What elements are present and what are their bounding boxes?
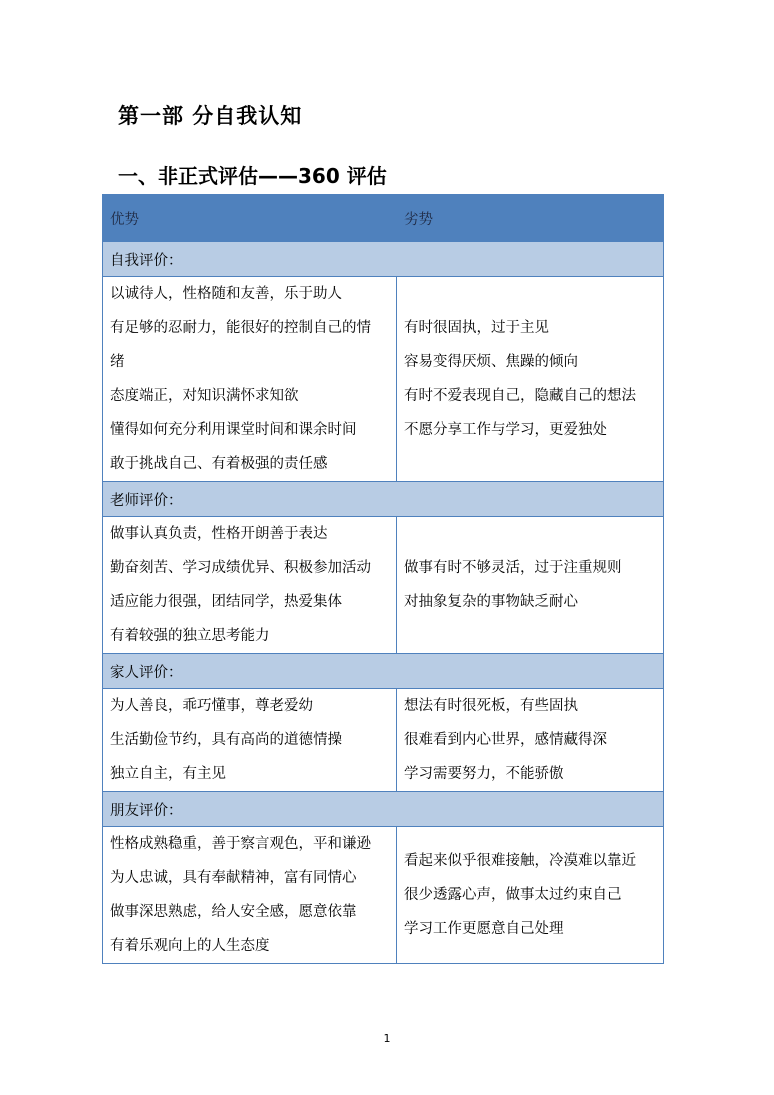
weakness-item: 学习需要努力，不能骄傲 <box>404 766 564 782</box>
section-title: 自我评价： <box>103 242 664 277</box>
strengths-cell <box>103 689 397 792</box>
weakness-item: 有时很固执，过于主见 <box>404 320 549 336</box>
weaknesses-cell <box>397 277 664 482</box>
section-content-row <box>103 689 664 792</box>
strength-item: 生活勤俭节约，具有高尚的道德情操 <box>110 732 342 748</box>
section-title: 家人评价： <box>103 654 664 689</box>
weakness-item: 很难看到内心世界，感情藏得深 <box>404 732 607 748</box>
strength-item: 勤奋刻苦、学习成绩优异、积极参加活动 <box>110 560 371 576</box>
strengths-cell <box>103 277 397 482</box>
weaknesses-cell <box>397 517 664 654</box>
strength-item: 懂得如何充分利用课堂时间和课余时间 <box>110 422 357 438</box>
strength-item: 态度端正，对知识满怀求知欲 <box>110 388 299 404</box>
strength-item: 为人善良，乖巧懂事，尊老爱幼 <box>110 698 313 714</box>
strengths-cell <box>103 517 397 654</box>
weaknesses-cell <box>397 689 664 792</box>
strength-item: 有足够的忍耐力，能很好的控制自己的情 <box>110 320 371 336</box>
section-row <box>103 792 664 827</box>
table-header-row <box>103 195 664 242</box>
section-heading: 一、非正式评估——360 评估 <box>118 164 387 188</box>
section-row <box>103 242 664 277</box>
weakness-item: 做事有时不够灵活，过于注重规则 <box>404 560 622 576</box>
weakness-item: 很少透露心声，做事太过约束自己 <box>404 887 622 903</box>
strength-item: 独立自主，有主见 <box>110 766 226 782</box>
section-row <box>103 654 664 689</box>
weakness-item: 学习工作更愿意自己处理 <box>404 921 564 937</box>
strength-item: 性格成熟稳重，善于察言观色，平和谦逊 <box>110 836 371 852</box>
section-title: 老师评价： <box>103 482 664 517</box>
header-weaknesses: 劣势 <box>397 195 664 242</box>
strength-item: 敢于挑战自己、有着极强的责任感 <box>110 456 328 472</box>
weakness-item: 看起来似乎很难接触，冷漠难以靠近 <box>404 853 636 869</box>
page-number: 1 <box>383 1032 391 1045</box>
weakness-item: 有时不爱表现自己，隐藏自己的想法 <box>404 388 636 404</box>
weakness-item: 不愿分享工作与学习，更爱独处 <box>404 422 607 438</box>
weakness-item: 容易变得厌烦、焦躁的倾向 <box>404 354 578 370</box>
section-content-row <box>103 517 664 654</box>
strength-item: 绪 <box>110 354 125 370</box>
part-heading: 第一部 分自我认知 <box>118 104 303 128</box>
section-row <box>103 482 664 517</box>
section-title: 朋友评价： <box>103 792 664 827</box>
strengths-cell <box>103 827 397 964</box>
strength-item: 有着较强的独立思考能力 <box>110 628 270 644</box>
strength-item: 为人忠诚，具有奉献精神，富有同情心 <box>110 870 357 886</box>
strength-item: 以诚待人，性格随和友善，乐于助人 <box>110 286 342 302</box>
weakness-item: 对抽象复杂的事物缺乏耐心 <box>404 594 578 610</box>
strength-item: 适应能力很强，团结同学，热爱集体 <box>110 594 342 610</box>
section-content-row <box>103 277 664 482</box>
strength-item: 有着乐观向上的人生态度 <box>110 938 270 954</box>
strength-item: 做事认真负责，性格开朗善于表达 <box>110 526 328 542</box>
weaknesses-cell <box>397 827 664 964</box>
weakness-item: 想法有时很死板，有些固执 <box>404 698 578 714</box>
header-strengths: 优势 <box>103 195 397 242</box>
strength-item: 做事深思熟虑，给人安全感，愿意依靠 <box>110 904 357 920</box>
evaluation-table <box>102 194 664 964</box>
section-content-row <box>103 827 664 964</box>
